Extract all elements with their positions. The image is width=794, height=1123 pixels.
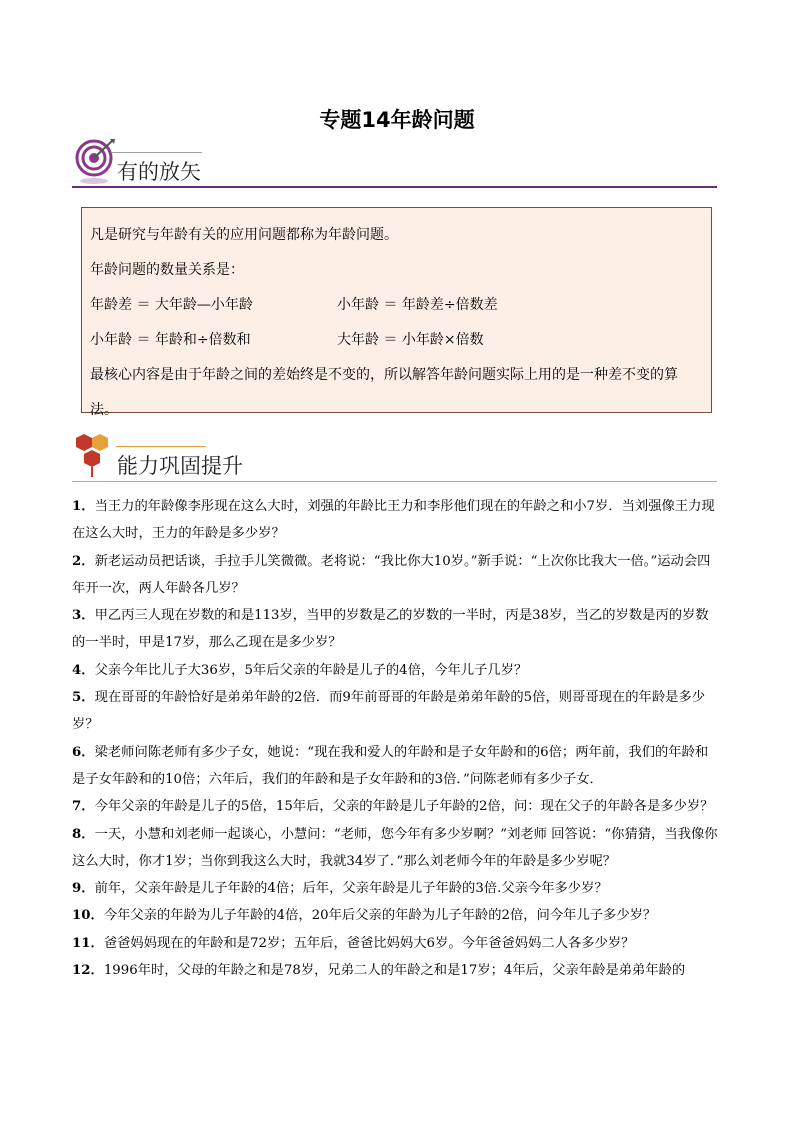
problem-number: 12． — [72, 963, 104, 979]
problem-text: 父亲今年比儿子大36岁，5年后父亲的年龄是儿子的4倍，今年儿子几岁？ — [94, 662, 528, 678]
section-header-goal — [72, 138, 717, 188]
problem-text: 今年父亲的年龄是儿子的5倍，15年后，父亲的年龄是儿子年龄的2倍，问：现在父子的年龄各是多少岁？ — [94, 799, 714, 815]
problem-item — [72, 602, 718, 657]
problem-text: 甲乙丙三人现在岁数的和是113岁，当甲的岁数是乙的岁数的一半时，丙是38岁，当乙的岁数是丙的岁数的一半时，甲是17岁，那么乙现在是多少岁？ — [72, 608, 709, 651]
problem-item — [72, 739, 718, 794]
problem-item — [72, 957, 718, 984]
problem-number: 5． — [72, 690, 95, 706]
formula: 小年龄 ＝ 年龄差÷倍数差 — [337, 297, 498, 313]
problem-list — [72, 493, 718, 984]
section-label: 能力巩固提升 — [117, 454, 243, 478]
problem-number: 8． — [72, 826, 95, 842]
problem-item — [72, 684, 718, 739]
problem-number: 3． — [72, 608, 95, 624]
problem-item — [72, 821, 718, 876]
header-underline — [72, 481, 717, 482]
problem-item — [72, 930, 718, 957]
problem-text: 当王力的年龄像李彤现在这么大时，刘强的年龄比王力和李彤他们现在的年龄之和小7岁．当刘强像王力现在这么大时，王力的年龄是多少岁？ — [72, 499, 715, 542]
problem-number: 1． — [72, 499, 95, 514]
intro-line: 年龄问题的数量关系是： — [90, 262, 244, 278]
problem-number: 10． — [72, 908, 104, 924]
problem-number: 6． — [72, 744, 95, 760]
problem-text: 一天，小慧和刘老师一起谈心，小慧问：“老师，您今年有多少岁啊？”刘老师 回答说：“你猜猜，当我像你这么大时，你才1岁；当你到我这么大时，我就34岁了．”那么刘老师今年的年龄是多少岁呢？ — [72, 826, 718, 869]
problem-item — [72, 657, 718, 684]
intro-line: 最核心内容是由于年龄之间的差始终是不变的，所以解答年龄问题实际上用的是一种差不变的算法。 — [90, 367, 678, 418]
formula: 年龄差 ＝ 大年龄—小年龄 — [90, 297, 253, 313]
problem-number: 9． — [72, 881, 95, 897]
problem-text: 今年父亲的年龄为儿子年龄的4倍，20年后父亲的年龄为儿子年龄的2倍，问今年儿子多少岁？ — [103, 908, 657, 924]
page-title: 专题14年龄问题 — [319, 108, 475, 132]
problem-number: 2． — [72, 553, 95, 569]
problem-item — [72, 793, 718, 820]
target-icon — [72, 138, 116, 186]
formula: 大年龄 ＝ 小年龄×倍数 — [337, 332, 484, 348]
problem-number: 11． — [72, 935, 104, 951]
problem-item — [72, 493, 718, 548]
problem-item — [72, 548, 718, 603]
intro-line: 凡是研究与年龄有关的应用问题都称为年龄问题。 — [90, 227, 398, 243]
section-header-practice — [72, 432, 717, 482]
header-underline — [72, 186, 717, 188]
intro-box — [81, 207, 712, 418]
formula-row — [90, 288, 703, 323]
problem-item — [72, 875, 718, 902]
problem-text: 新老运动员把话谈，手拉手儿笑微微。老将说：“我比你大10岁。”新手说：“上次你比我大一倍。”运动会四年开一次，两人年龄各几岁？ — [72, 553, 711, 596]
formula-row — [90, 323, 703, 358]
header-topline — [112, 152, 202, 153]
problem-text: 梁老师问陈老师有多少子女，她说：“现在我和爱人的年龄和是子女年龄和的6倍；两年前，我们的年龄和是子女年龄和的10倍；六年后，我们的年龄和是子女年龄和的3倍．”问陈老师有多少子女． — [72, 744, 709, 787]
problem-text: 1996年时，父母的年龄之和是78岁，兄弟二人的年龄之和是17岁；4年后，父亲年龄是弟弟年龄的 — [103, 963, 686, 979]
problem-number: 7． — [72, 799, 95, 815]
hexagon-icon — [72, 432, 112, 478]
problem-text: 现在哥哥的年龄恰好是弟弟年龄的2倍．而9年前哥哥的年龄是弟弟年龄的5倍，则哥哥现在的年龄是多少岁？ — [72, 690, 706, 733]
problem-number: 4． — [72, 662, 95, 678]
section-label: 有的放矢 — [117, 160, 201, 184]
problem-text: 爸爸妈妈现在的年龄和是72岁；五年后，爸爸比妈妈大6岁。今年爸爸妈妈二人各多少岁？ — [103, 935, 635, 951]
formula: 小年龄 ＝ 年龄和÷倍数和 — [90, 332, 251, 348]
problem-text: 前年，父亲年龄是儿子年龄的4倍；后年，父亲年龄是儿子年龄的3倍.父亲今年多少岁？ — [94, 881, 608, 897]
header-topline — [116, 446, 206, 447]
problem-item — [72, 902, 718, 929]
